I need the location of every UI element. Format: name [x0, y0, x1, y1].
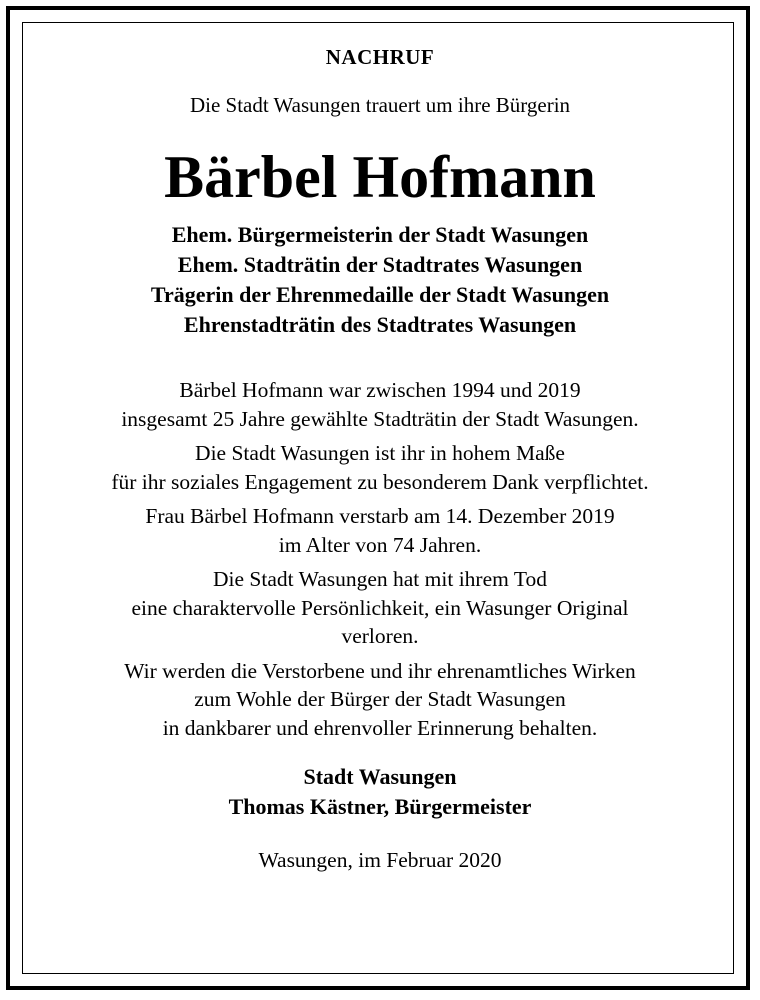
paragraph-death [0, 502, 760, 559]
signature-block [0, 762, 760, 822]
title-line: Ehem. Stadträtin der Stadtrates Wasungen [177, 252, 583, 277]
text-line: im Alter von 74 Jahren. [278, 532, 482, 557]
deceased-name: Bärbel Hofmann [164, 144, 596, 210]
text-line: Frau Bärbel Hofmann verstarb am 14. Dezember 2019 [145, 504, 615, 528]
signature-organization: Stadt Wasungen [303, 764, 457, 789]
heading: NACHRUF [325, 45, 435, 69]
paragraph-remembrance [0, 657, 760, 743]
text-line: in dankbarer und ehrenvoller Erinnerung behalten. [162, 715, 598, 740]
text-line: Die Stadt Wasungen ist ihr in hohem Maße [195, 441, 565, 465]
text-line: eine charaktervolle Persönlichkeit, ein Wasunger Original [131, 595, 629, 620]
text-line: verloren. [341, 624, 419, 648]
text-line: Bärbel Hofmann war zwischen 1994 und 2019 [179, 378, 581, 402]
text-line: Wir werden die Verstorbene und ihr ehrenamtliches Wirken [124, 658, 636, 683]
text-line: zum Wohle der Bürger der Stadt Wasungen [194, 687, 566, 711]
paragraph-gratitude [0, 439, 760, 496]
paragraph-service [0, 376, 760, 433]
text-line: für ihr soziales Engagement zu besonderem Dank verpflichtet. [111, 469, 649, 494]
honorary-titles [0, 220, 760, 340]
title-line: Trägerin der Ehrenmedaille der Stadt Wasungen [150, 282, 610, 307]
text-line: Die Stadt Wasungen hat mit ihrem Tod [213, 567, 547, 591]
place-date: Wasungen, im Februar 2020 [258, 848, 502, 872]
title-line: Ehrenstadträtin des Stadtrates Wasungen [183, 312, 577, 337]
signature-signer: Thomas Kästner, Bürgermeister [228, 794, 532, 819]
title-line: Ehem. Bürgermeisterin der Stadt Wasungen [171, 222, 589, 247]
text-line: insgesamt 25 Jahre gewählte Stadträtin der Stadt Wasungen. [121, 406, 639, 431]
intro-line: Die Stadt Wasungen trauert um ihre Bürgerin [189, 93, 571, 117]
body-text [0, 376, 760, 742]
paragraph-loss [0, 565, 760, 651]
